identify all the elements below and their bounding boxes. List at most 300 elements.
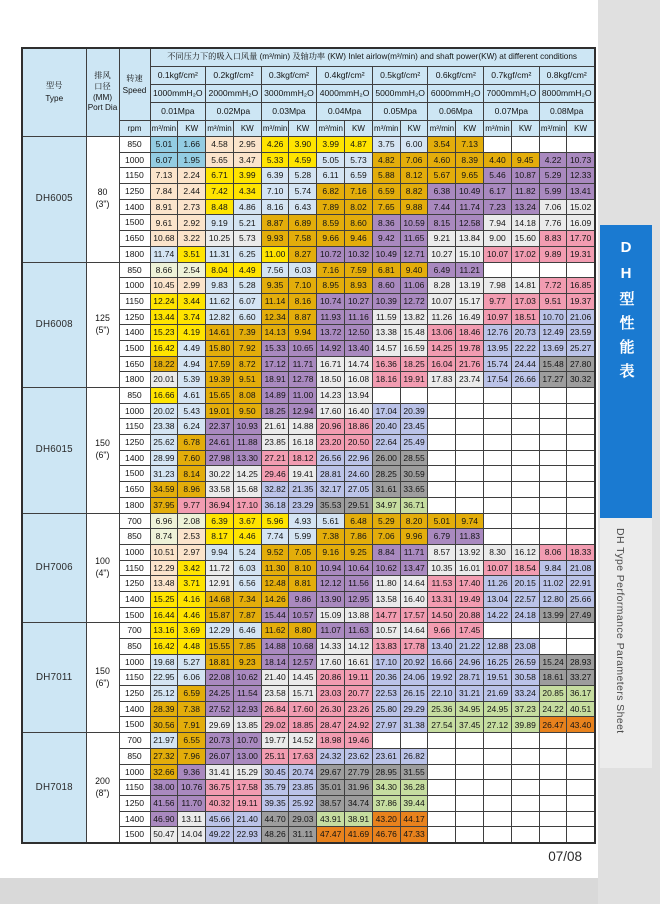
value-cell: 39.89 xyxy=(511,717,539,733)
value-cell: 14.89 xyxy=(261,388,289,404)
rpm-cell: 1650 xyxy=(119,482,150,498)
value-cell: 36.75 xyxy=(206,780,234,796)
value-cell: 31.38 xyxy=(400,717,428,733)
value-cell: 5.99 xyxy=(289,529,317,545)
value-cell: 16.42 xyxy=(150,639,178,655)
value-cell: 12.82 xyxy=(206,309,234,325)
pressure-kgf-header: 0.7kgf/cm² xyxy=(484,67,540,85)
value-cell xyxy=(456,435,484,451)
value-cell: 20.73 xyxy=(206,733,234,749)
header-title-row xyxy=(22,48,595,67)
value-cell: 9.66 xyxy=(317,231,345,247)
value-cell: 30.59 xyxy=(400,466,428,482)
value-cell: 24.06 xyxy=(400,670,428,686)
value-cell: 10.07 xyxy=(428,293,456,309)
value-cell xyxy=(484,513,512,529)
value-cell: 13.90 xyxy=(317,591,345,607)
value-cell: 18.61 xyxy=(539,670,567,686)
value-cell: 4.46 xyxy=(178,607,206,623)
value-cell xyxy=(511,780,539,796)
value-cell xyxy=(539,497,567,513)
value-cell: 34.30 xyxy=(372,780,400,796)
rpm-cell: 1500 xyxy=(119,466,150,482)
value-cell xyxy=(511,466,539,482)
value-cell: 23.85 xyxy=(289,780,317,796)
value-cell: 7.84 xyxy=(150,184,178,200)
value-cell xyxy=(539,795,567,811)
value-cell: 8.91 xyxy=(150,199,178,215)
value-cell: 2.99 xyxy=(178,278,206,294)
value-cell: 44.70 xyxy=(261,811,289,827)
rpm-cell: 1800 xyxy=(119,372,150,388)
rpm-cell: 1150 xyxy=(119,780,150,796)
value-cell: 12.80 xyxy=(539,591,567,607)
value-cell: 22.91 xyxy=(567,576,595,592)
model-cell: DH7018 xyxy=(22,733,86,843)
value-cell: 32.82 xyxy=(261,482,289,498)
value-cell: 19.01 xyxy=(206,403,234,419)
value-cell xyxy=(428,733,456,749)
value-cell: 50.47 xyxy=(150,827,178,843)
value-cell: 5.43 xyxy=(178,403,206,419)
value-cell xyxy=(539,513,567,529)
value-cell: 12.72 xyxy=(400,293,428,309)
value-cell xyxy=(567,529,595,545)
value-cell: 13.19 xyxy=(456,278,484,294)
table-row xyxy=(22,623,595,639)
value-cell: 11.63 xyxy=(345,623,373,639)
rpm-cell: 1250 xyxy=(119,795,150,811)
value-cell: 48.26 xyxy=(261,827,289,843)
value-cell: 14.74 xyxy=(345,356,373,372)
value-cell: 9.93 xyxy=(261,231,289,247)
value-cell: 4.26 xyxy=(261,137,289,153)
value-cell: 14.26 xyxy=(261,591,289,607)
value-cell: 11.31 xyxy=(206,246,234,262)
value-cell xyxy=(511,137,539,153)
value-cell: 14.45 xyxy=(289,670,317,686)
port-cell: 150 (6") xyxy=(86,388,119,514)
value-cell: 9.50 xyxy=(233,403,261,419)
value-cell: 13.40 xyxy=(428,639,456,655)
value-cell: 15.44 xyxy=(261,607,289,623)
value-cell: 5.01 xyxy=(428,513,456,529)
value-cell xyxy=(539,435,567,451)
value-cell: 13.69 xyxy=(539,340,567,356)
value-cell: 16.49 xyxy=(456,309,484,325)
value-cell: 15.17 xyxy=(456,293,484,309)
value-cell: 20.50 xyxy=(345,435,373,451)
pressure-kgf-header: 0.1kgf/cm² xyxy=(150,67,206,85)
value-cell xyxy=(539,529,567,545)
value-cell: 6.78 xyxy=(178,435,206,451)
value-cell: 8.20 xyxy=(400,513,428,529)
value-cell: 9.35 xyxy=(261,278,289,294)
value-cell: 9.77 xyxy=(484,293,512,309)
value-cell: 21.22 xyxy=(456,639,484,655)
value-cell: 21.61 xyxy=(261,419,289,435)
flow-unit-header: m³/min xyxy=(317,121,345,137)
speed-header-cn: 转速 xyxy=(126,73,143,83)
value-cell xyxy=(484,435,512,451)
value-cell: 4.58 xyxy=(206,137,234,153)
value-cell: 19.41 xyxy=(289,466,317,482)
value-cell: 12.57 xyxy=(289,654,317,670)
value-cell: 18.98 xyxy=(317,733,345,749)
sidebar-tab-chinese: DH型性能表 xyxy=(600,225,652,518)
value-cell: 8.60 xyxy=(372,278,400,294)
value-cell: 12.49 xyxy=(539,325,567,341)
rpm-cell: 1250 xyxy=(119,576,150,592)
pressure-kgf-header: 0.2kgf/cm² xyxy=(206,67,262,85)
pressure-mpa-header: 0.03Mpa xyxy=(261,103,317,121)
value-cell: 31.96 xyxy=(345,780,373,796)
rpm-header: rpm xyxy=(119,121,150,137)
value-cell: 9.25 xyxy=(345,544,373,560)
value-cell: 16.66 xyxy=(150,388,178,404)
value-cell: 20.88 xyxy=(456,607,484,623)
value-cell: 29.03 xyxy=(289,811,317,827)
value-cell: 16.44 xyxy=(150,607,178,623)
value-cell xyxy=(539,827,567,843)
value-cell: 6.39 xyxy=(261,168,289,184)
value-cell: 5.28 xyxy=(233,278,261,294)
value-cell: 15.24 xyxy=(539,654,567,670)
value-cell xyxy=(539,482,567,498)
value-cell: 3.75 xyxy=(372,137,400,153)
value-cell: 23.61 xyxy=(372,748,400,764)
value-cell: 1.95 xyxy=(178,152,206,168)
sidebar-panel xyxy=(600,518,652,768)
value-cell: 27.80 xyxy=(567,356,595,372)
flow-unit-header: m³/min xyxy=(150,121,178,137)
value-cell: 7.05 xyxy=(289,544,317,560)
value-cell xyxy=(511,529,539,545)
table-title: 不同压力下的吸入口风量 (m³/min) 及轴功率 (KW) Inlet airlow(m³/min) and shaft power(KW) at different conditions xyxy=(150,48,595,67)
value-cell: 23.38 xyxy=(150,419,178,435)
value-cell: 24.18 xyxy=(511,607,539,623)
value-cell: 7.58 xyxy=(289,231,317,247)
value-cell: 5.24 xyxy=(233,544,261,560)
value-cell: 8.95 xyxy=(317,278,345,294)
value-cell: 10.62 xyxy=(372,560,400,576)
value-cell xyxy=(428,388,456,404)
value-cell: 14.64 xyxy=(400,576,428,592)
value-cell: 9.83 xyxy=(206,278,234,294)
value-cell: 7.06 xyxy=(400,152,428,168)
value-cell xyxy=(428,450,456,466)
value-cell: 13.58 xyxy=(372,591,400,607)
value-cell: 6.03 xyxy=(289,262,317,278)
value-cell: 34.97 xyxy=(372,497,400,513)
value-cell xyxy=(511,811,539,827)
value-cell: 15.48 xyxy=(400,325,428,341)
value-cell: 20.85 xyxy=(539,686,567,702)
value-cell: 35.79 xyxy=(261,780,289,796)
value-cell xyxy=(567,639,595,655)
value-cell: 22.57 xyxy=(511,591,539,607)
speed-header-en: Speed xyxy=(122,85,147,95)
value-cell: 2.08 xyxy=(178,513,206,529)
value-cell: 7.74 xyxy=(261,529,289,545)
value-cell: 11.59 xyxy=(372,309,400,325)
value-cell: 25.49 xyxy=(400,435,428,451)
value-cell: 27.98 xyxy=(206,450,234,466)
value-cell xyxy=(484,388,512,404)
value-cell: 39.44 xyxy=(400,795,428,811)
model-cell: DH6015 xyxy=(22,388,86,514)
value-cell: 10.94 xyxy=(317,560,345,576)
value-cell: 7.86 xyxy=(345,529,373,545)
value-cell xyxy=(456,450,484,466)
value-cell: 13.00 xyxy=(233,748,261,764)
value-cell: 30.22 xyxy=(206,466,234,482)
value-cell: 11.83 xyxy=(456,529,484,545)
value-cell: 17.57 xyxy=(400,607,428,623)
value-cell xyxy=(511,827,539,843)
value-cell: 35.53 xyxy=(317,497,345,513)
rpm-cell: 1150 xyxy=(119,419,150,435)
value-cell: 7.10 xyxy=(289,278,317,294)
value-cell: 38.00 xyxy=(150,780,178,796)
value-cell: 19.37 xyxy=(567,293,595,309)
value-cell: 14.04 xyxy=(178,827,206,843)
value-cell: 31.41 xyxy=(206,764,234,780)
value-cell: 5.73 xyxy=(345,152,373,168)
value-cell: 27.79 xyxy=(345,764,373,780)
value-cell: 6.71 xyxy=(206,168,234,184)
value-cell: 14.68 xyxy=(206,591,234,607)
value-cell xyxy=(400,733,428,749)
value-cell: 11.62 xyxy=(206,293,234,309)
value-cell: 11.54 xyxy=(233,686,261,702)
value-cell: 18.86 xyxy=(345,419,373,435)
table-row xyxy=(22,388,595,404)
value-cell: 12.34 xyxy=(261,309,289,325)
value-cell: 2.53 xyxy=(178,529,206,545)
value-cell: 8.14 xyxy=(178,466,206,482)
value-cell: 1.66 xyxy=(178,137,206,153)
value-cell: 17.58 xyxy=(233,780,261,796)
value-cell xyxy=(567,513,595,529)
value-cell xyxy=(484,403,512,419)
value-cell: 28.55 xyxy=(400,450,428,466)
value-cell: 4.16 xyxy=(178,591,206,607)
value-cell: 28.39 xyxy=(150,701,178,717)
value-cell: 14.81 xyxy=(511,278,539,294)
value-cell: 20.40 xyxy=(372,419,400,435)
value-cell: 21.97 xyxy=(150,733,178,749)
value-cell: 8.87 xyxy=(261,215,289,231)
value-cell: 21.06 xyxy=(567,309,595,325)
value-cell: 7.98 xyxy=(484,278,512,294)
rpm-cell: 1000 xyxy=(119,152,150,168)
value-cell: 10.68 xyxy=(150,231,178,247)
value-cell: 16.40 xyxy=(345,403,373,419)
value-cell: 6.59 xyxy=(178,686,206,702)
rpm-cell: 1800 xyxy=(119,497,150,513)
value-cell xyxy=(567,403,595,419)
value-cell: 21.76 xyxy=(456,356,484,372)
value-cell: 3.74 xyxy=(178,309,206,325)
value-cell: 10.76 xyxy=(178,780,206,796)
value-cell: 18.50 xyxy=(317,372,345,388)
value-cell: 13.94 xyxy=(345,388,373,404)
value-cell xyxy=(567,388,595,404)
value-cell: 15.10 xyxy=(456,246,484,262)
rpm-cell: 1400 xyxy=(119,811,150,827)
value-cell xyxy=(484,780,512,796)
value-cell: 9.45 xyxy=(511,152,539,168)
value-cell: 6.60 xyxy=(233,309,261,325)
pressure-mpa-header: 0.08Mpa xyxy=(539,103,595,121)
value-cell: 6.00 xyxy=(400,137,428,153)
value-cell: 3.99 xyxy=(317,137,345,153)
value-cell xyxy=(511,513,539,529)
value-cell: 12.91 xyxy=(206,576,234,592)
value-cell: 14.64 xyxy=(400,623,428,639)
value-cell xyxy=(511,497,539,513)
value-cell: 4.49 xyxy=(178,340,206,356)
value-cell: 29.29 xyxy=(400,701,428,717)
value-cell: 8.74 xyxy=(150,529,178,545)
power-unit-header: KW xyxy=(511,121,539,137)
value-cell: 17.45 xyxy=(456,623,484,639)
value-cell xyxy=(511,623,539,639)
value-cell: 17.60 xyxy=(289,701,317,717)
value-cell: 3.67 xyxy=(233,513,261,529)
value-cell: 17.54 xyxy=(484,372,512,388)
value-cell: 27.05 xyxy=(345,482,373,498)
value-cell: 26.56 xyxy=(317,450,345,466)
value-cell: 32.17 xyxy=(317,482,345,498)
value-cell: 23.08 xyxy=(511,639,539,655)
value-cell: 37.45 xyxy=(456,717,484,733)
value-cell: 37.95 xyxy=(150,497,178,513)
value-cell: 14.33 xyxy=(317,639,345,655)
value-cell xyxy=(456,497,484,513)
value-cell: 6.46 xyxy=(233,623,261,639)
value-cell: 5.29 xyxy=(539,168,567,184)
rpm-cell: 1500 xyxy=(119,215,150,231)
value-cell: 13.30 xyxy=(233,450,261,466)
value-cell: 10.27 xyxy=(428,246,456,262)
value-cell xyxy=(511,435,539,451)
value-cell: 25.92 xyxy=(289,795,317,811)
value-cell: 10.74 xyxy=(317,293,345,309)
value-cell: 6.59 xyxy=(345,168,373,184)
value-cell: 19.11 xyxy=(345,670,373,686)
value-cell: 15.60 xyxy=(511,231,539,247)
value-cell: 3.51 xyxy=(178,246,206,262)
value-cell: 36.71 xyxy=(400,497,428,513)
speed-header xyxy=(119,48,150,121)
value-cell: 7.87 xyxy=(233,607,261,623)
value-cell: 12.71 xyxy=(400,246,428,262)
value-cell: 15.09 xyxy=(317,607,345,623)
value-cell xyxy=(484,623,512,639)
value-cell: 23.59 xyxy=(567,325,595,341)
value-cell: 18.54 xyxy=(511,560,539,576)
value-cell xyxy=(539,137,567,153)
value-cell: 11.00 xyxy=(261,246,289,262)
value-cell: 4.86 xyxy=(233,199,261,215)
value-cell: 12.12 xyxy=(317,576,345,592)
value-cell: 9.86 xyxy=(289,591,317,607)
value-cell: 10.97 xyxy=(484,309,512,325)
value-cell: 35.01 xyxy=(317,780,345,796)
value-cell: 46.76 xyxy=(372,827,400,843)
value-cell: 12.93 xyxy=(233,701,261,717)
value-cell: 14.92 xyxy=(317,340,345,356)
value-cell: 8.12 xyxy=(400,168,428,184)
value-cell: 16.59 xyxy=(400,340,428,356)
value-cell xyxy=(456,795,484,811)
value-cell: 36.18 xyxy=(261,497,289,513)
value-cell: 17.04 xyxy=(372,403,400,419)
value-cell: 14.13 xyxy=(261,325,289,341)
value-cell: 21.69 xyxy=(484,686,512,702)
value-cell: 10.07 xyxy=(484,246,512,262)
value-cell: 20.39 xyxy=(400,403,428,419)
value-cell xyxy=(511,388,539,404)
value-cell: 10.51 xyxy=(150,544,178,560)
value-cell: 20.74 xyxy=(289,764,317,780)
value-cell: 10.39 xyxy=(372,293,400,309)
value-cell: 19.51 xyxy=(484,670,512,686)
value-cell: 22.53 xyxy=(372,686,400,702)
value-cell: 19.91 xyxy=(400,372,428,388)
value-cell: 33.27 xyxy=(567,670,595,686)
value-cell: 26.07 xyxy=(206,748,234,764)
value-cell xyxy=(539,733,567,749)
value-cell: 7.10 xyxy=(261,184,289,200)
value-cell: 13.31 xyxy=(428,591,456,607)
value-cell: 3.44 xyxy=(178,293,206,309)
value-cell: 23.62 xyxy=(345,748,373,764)
value-cell: 4.19 xyxy=(178,325,206,341)
value-cell: 20.01 xyxy=(150,372,178,388)
value-cell: 14.23 xyxy=(317,388,345,404)
value-cell: 7.96 xyxy=(178,748,206,764)
value-cell: 30.45 xyxy=(261,764,289,780)
model-header-en: Type xyxy=(45,93,64,103)
value-cell: 9.16 xyxy=(317,544,345,560)
value-cell: 6.59 xyxy=(372,184,400,200)
value-cell: 7.06 xyxy=(372,529,400,545)
value-cell: 14.25 xyxy=(428,340,456,356)
rpm-cell: 1000 xyxy=(119,544,150,560)
value-cell xyxy=(567,450,595,466)
value-cell xyxy=(567,748,595,764)
value-cell: 8.08 xyxy=(233,388,261,404)
value-cell: 23.26 xyxy=(345,701,373,717)
value-cell: 14.52 xyxy=(289,733,317,749)
flow-unit-header: m³/min xyxy=(206,121,234,137)
value-cell: 23.58 xyxy=(261,686,289,702)
value-cell: 5.73 xyxy=(233,231,261,247)
value-cell: 14.88 xyxy=(261,639,289,655)
value-cell xyxy=(484,529,512,545)
value-cell: 11.71 xyxy=(289,356,317,372)
value-cell: 6.38 xyxy=(428,184,456,200)
value-cell: 13.82 xyxy=(400,309,428,325)
value-cell: 43.40 xyxy=(567,717,595,733)
value-cell: 10.59 xyxy=(400,215,428,231)
value-cell: 22.37 xyxy=(206,419,234,435)
value-cell: 39.35 xyxy=(261,795,289,811)
value-cell: 10.45 xyxy=(150,278,178,294)
